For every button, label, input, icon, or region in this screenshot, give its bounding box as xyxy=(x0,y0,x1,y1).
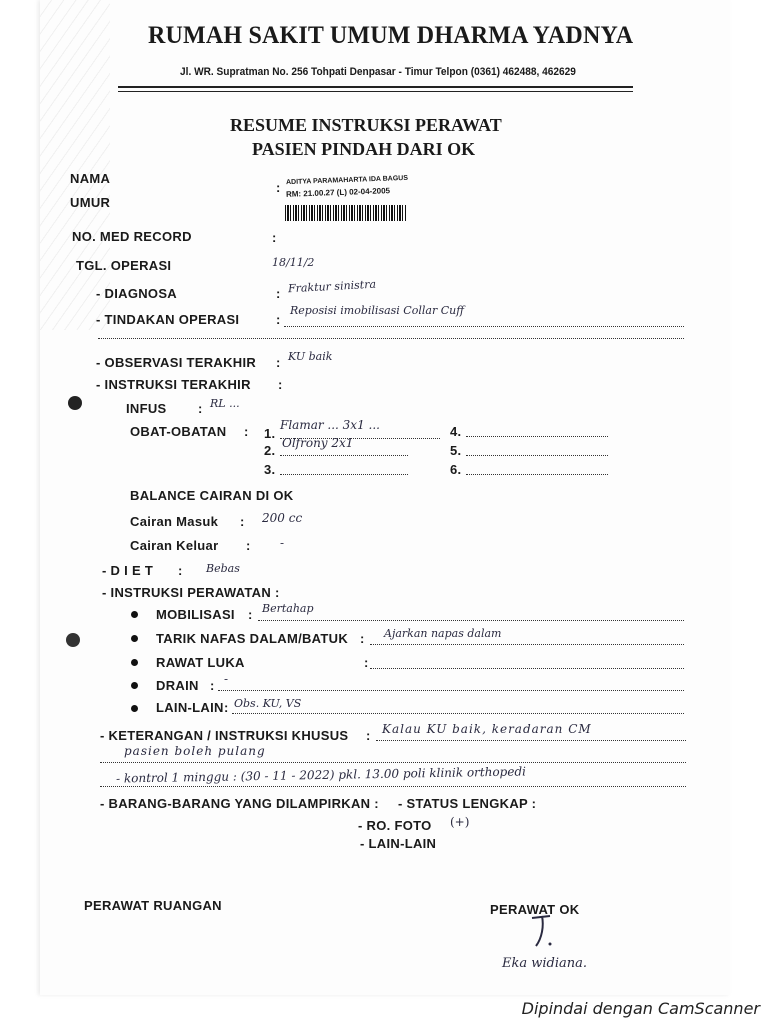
balance-label: BALANCE CAIRAN DI OK xyxy=(130,488,294,503)
keterangan-dotted-2 xyxy=(100,762,686,763)
colon: : xyxy=(248,607,253,622)
hospital-name: RUMAH SAKIT UMUM DHARMA YADNYA xyxy=(148,22,634,49)
obat-2-line xyxy=(280,455,408,456)
colon: : xyxy=(276,286,281,301)
cairan-masuk-label: Cairan Masuk xyxy=(130,514,219,529)
bullet xyxy=(131,705,138,712)
lain-lain-line xyxy=(232,713,684,714)
drain-value: - xyxy=(224,672,229,686)
tarik-nafas-label: TARIK NAFAS DALAM/BATUK xyxy=(156,631,349,646)
obat-6-line xyxy=(466,474,608,475)
form-title-2: PASIEN PINDAH DARI OK xyxy=(252,139,476,159)
colon: : xyxy=(276,180,281,195)
obat-label: OBAT-OBATAN xyxy=(130,424,227,439)
infus-value: RL ... xyxy=(210,397,240,410)
tarik-nafas-line xyxy=(370,644,684,645)
tarik-nafas-value: Ajarkan napas dalam xyxy=(384,627,502,640)
obat-2-num: 2. xyxy=(264,443,276,458)
obat-2-value: Olfrony 2x1 xyxy=(282,436,354,450)
perawat-ok-label: PERAWAT OK xyxy=(490,902,580,917)
mobilisasi-line xyxy=(258,620,684,621)
colon: : xyxy=(246,538,251,553)
colon: : xyxy=(276,312,281,327)
cairan-masuk-value: 200 cc xyxy=(262,511,303,525)
diet-label: - D I E T xyxy=(102,563,154,578)
ro-foto-label: - RO. FOTO xyxy=(358,818,432,833)
colon: : xyxy=(276,355,281,370)
umur-label: UMUR xyxy=(70,195,111,210)
bullet xyxy=(131,682,138,689)
colon: : xyxy=(210,678,215,693)
lain-lain-value: Obs. KU, VS xyxy=(234,697,302,710)
mobilisasi-label: MOBILISASI xyxy=(156,607,235,622)
patient-sticker-name: ADITYA PARAMAHARTA IDA BAGUS xyxy=(285,174,409,187)
tgl-operasi-value: 18/11/2 xyxy=(272,256,315,269)
observasi-label: - OBSERVASI TERAKHIR xyxy=(96,355,257,370)
mobilisasi-value: Bertahap xyxy=(262,602,314,615)
header-rule-thin xyxy=(118,91,633,92)
colon: : xyxy=(244,424,249,439)
bullet xyxy=(131,635,138,642)
obat-3-num: 3. xyxy=(264,462,276,477)
keterangan-label: - KETERANGAN / INSTRUKSI KHUSUS xyxy=(100,728,349,743)
colon: : xyxy=(278,377,283,392)
tgl-operasi-label: TGL. OPERASI xyxy=(76,258,172,273)
keterangan-line-2: pasien boleh pulang xyxy=(124,744,266,758)
bullet xyxy=(131,611,138,618)
camscanner-watermark: Dipindai dengan CamScanner xyxy=(521,999,760,1018)
keterangan-dotted-3 xyxy=(100,786,686,787)
hospital-address: Jl. WR. Supratman No. 256 Tohpati Denpasar - Timur Telpon (0361) 462488, 462629 xyxy=(180,66,576,78)
tindakan-dotted-line xyxy=(284,326,684,327)
obat-3-line xyxy=(280,474,408,475)
diagnosa-value: Fraktur sinistra xyxy=(287,277,377,296)
perawat-ok-name: Eka widiana. xyxy=(502,956,588,971)
tindakan-dotted-line-2 xyxy=(98,338,684,339)
colon: : xyxy=(224,700,229,715)
colon: : xyxy=(240,514,245,529)
diet-value: Bebas xyxy=(206,562,240,575)
obat-5-line xyxy=(466,455,608,456)
rawat-luka-label: RAWAT LUKA xyxy=(156,655,245,670)
perawat-ruangan-label: PERAWAT RUANGAN xyxy=(84,898,222,913)
ro-foto-value: (+) xyxy=(450,815,470,829)
paper-fold-shadow xyxy=(40,0,110,330)
colon: : xyxy=(364,655,369,670)
signature-mark xyxy=(528,912,558,952)
lain-lain-lampiran-label: - LAIN-LAIN xyxy=(360,836,437,851)
colon: : xyxy=(198,401,203,416)
instruksi-terakhir-label: - INSTRUKSI TERAKHIR xyxy=(96,377,251,392)
med-record-label: NO. MED RECORD xyxy=(72,229,192,244)
keterangan-line-3: - kontrol 1 minggu : (30 - 11 - 2022) pkl. 13.00 poli klinik orthopedi xyxy=(115,764,527,786)
diagnosa-label: - DIAGNOSA xyxy=(96,286,177,301)
obat-4-num: 4. xyxy=(450,424,462,439)
lain-lain-label: LAIN-LAIN xyxy=(156,700,224,715)
obat-6-num: 6. xyxy=(450,462,462,477)
instruksi-perawatan-label: - INSTRUKSI PERAWATAN : xyxy=(102,585,280,600)
obat-1-value: Flamar ... 3x1 ... xyxy=(280,418,380,432)
tindakan-value: Reposisi imobilisasi Collar Cuff xyxy=(290,304,464,317)
cairan-keluar-label: Cairan Keluar xyxy=(130,538,219,553)
colon: : xyxy=(178,563,183,578)
infus-label: INFUS xyxy=(126,401,167,416)
colon: : xyxy=(360,631,365,646)
drain-line xyxy=(218,690,684,691)
keterangan-value: Kalau KU baik, keradaran CM xyxy=(382,722,592,736)
form-title-1: RESUME INSTRUKSI PERAWAT xyxy=(230,115,502,135)
colon: : xyxy=(366,728,371,743)
obat-4-line xyxy=(466,436,608,437)
tindakan-label: - TINDAKAN OPERASI xyxy=(96,312,240,327)
patient-sticker-rm: RM: 21.00.27 (L) 02-04-2005 xyxy=(285,186,391,199)
barang-label: - BARANG-BARANG YANG DILAMPIRKAN : xyxy=(100,796,379,811)
obat-5-num: 5. xyxy=(450,443,462,458)
status-lengkap-label: - STATUS LENGKAP : xyxy=(398,796,537,811)
bullet xyxy=(131,659,138,666)
colon: : xyxy=(272,230,277,245)
rawat-luka-line xyxy=(370,668,684,669)
obat-1-num: 1. xyxy=(264,426,276,441)
punch-hole xyxy=(66,633,80,647)
cairan-keluar-value: - xyxy=(280,536,285,550)
observasi-value: KU baik xyxy=(288,350,333,363)
nama-label: NAMA xyxy=(70,171,111,186)
punch-hole xyxy=(68,396,82,410)
header-rule xyxy=(118,86,633,88)
patient-barcode xyxy=(285,205,407,221)
drain-label: DRAIN xyxy=(156,678,199,693)
keterangan-line xyxy=(376,740,686,741)
